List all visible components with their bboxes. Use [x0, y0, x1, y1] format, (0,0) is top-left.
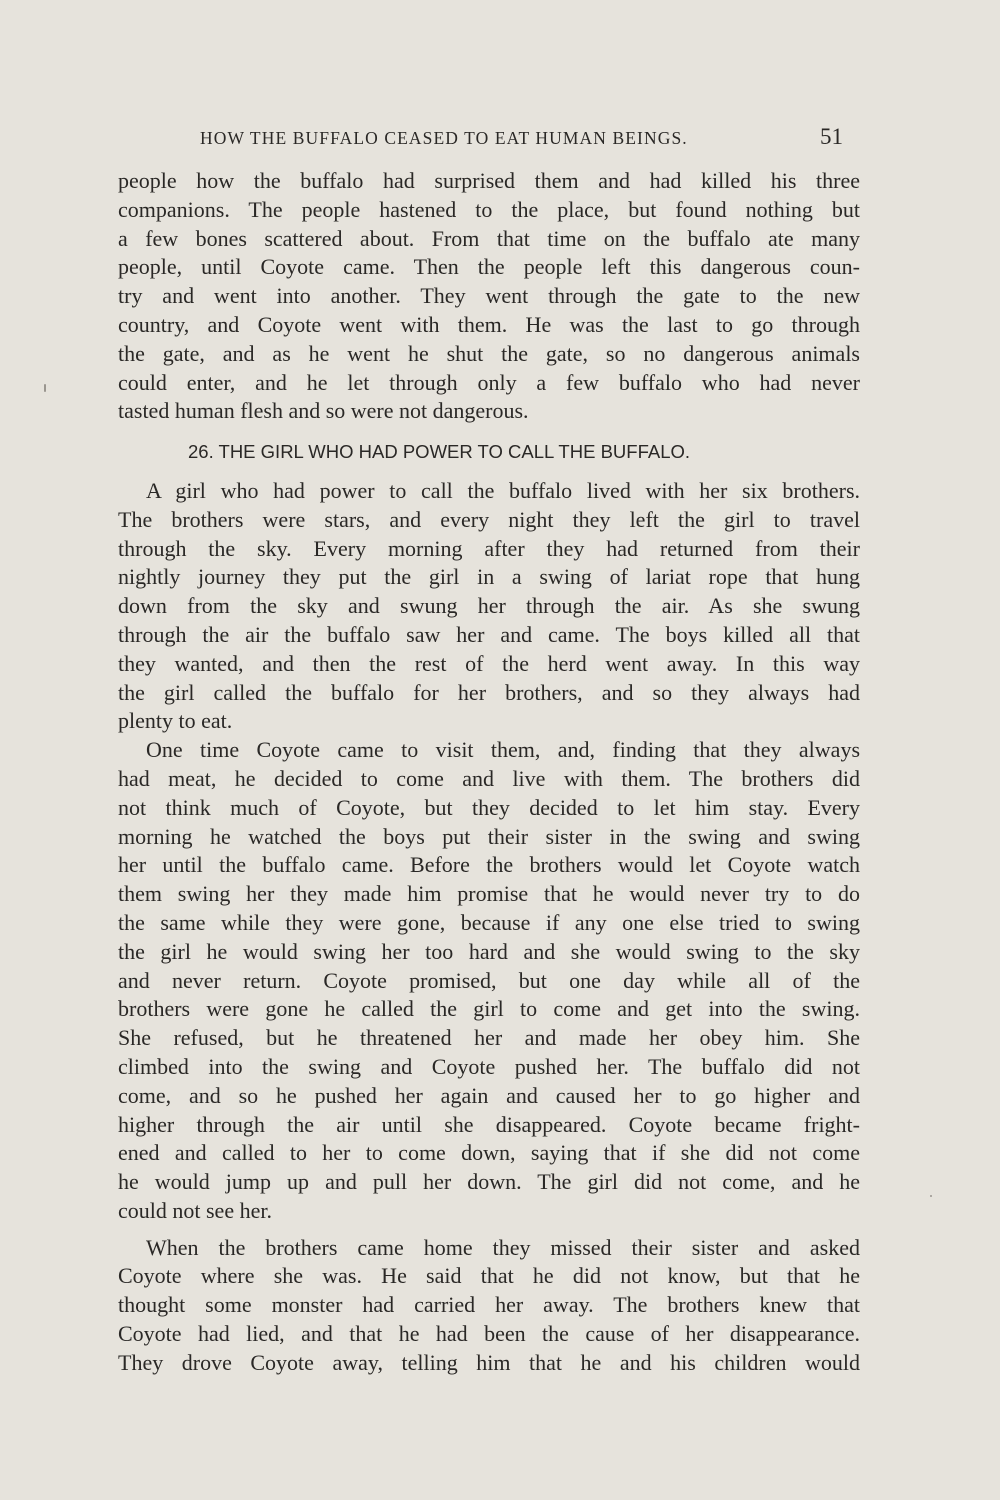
text-line: had meat, he decided to come and live with them. The brothers did: [118, 765, 860, 791]
paper-speck: [930, 1195, 932, 1197]
text-line: Coyote where she was. He said that he did not know, but that he: [118, 1263, 860, 1289]
paragraph-4: [118, 1234, 860, 1378]
text-line: could enter, and he let through only a few buffalo who had never: [118, 369, 860, 395]
text-line: come, and so he pushed her again and caused her to go higher and: [118, 1082, 860, 1108]
text-line: them swing her they made him promise that he would never try to do: [118, 881, 860, 907]
text-line: companions. The people hastened to the place, but found nothing but: [118, 196, 860, 222]
text-line: ened and called to her to come down, saying that if she did not come: [118, 1140, 860, 1166]
page-number: 51: [820, 124, 843, 149]
text-line: morning he watched the boys put their sister in the swing and swing: [118, 823, 860, 849]
text-line: She refused, but he threatened her and made her obey him. She: [118, 1025, 860, 1051]
text-line: and never return. Coyote promised, but one day while all of the: [118, 967, 860, 993]
text-line: the gate, and as he went he shut the gate, so no dangerous animals: [118, 340, 860, 366]
text-line: country, and Coyote went with them. He was the last to go through: [118, 311, 860, 337]
running-head: HOW THE BUFFALO CEASED TO EAT HUMAN BEINGS.: [200, 128, 688, 148]
text-line: a few bones scattered about. From that time on the buffalo ate many: [118, 225, 860, 251]
text-line: nightly journey they put the girl in a swing of lariat rope that hung: [118, 564, 860, 590]
section-heading: 26. THE GIRL WHO HAD POWER TO CALL THE BUFFALO.: [188, 441, 691, 463]
text-line: not think much of Coyote, but they decided to let him stay. Every: [118, 794, 860, 820]
text-line: through the air the buffalo saw her and came. The boys killed all that: [118, 621, 860, 647]
body-text: [118, 167, 860, 1378]
text-line: he would jump up and pull her down. The girl did not come, and he: [118, 1169, 860, 1195]
text-line: brothers were gone he called the girl to come and get into the swing.: [118, 996, 860, 1022]
text-line: they wanted, and then the rest of the herd went away. In this way: [118, 650, 860, 676]
text-line: When the brothers came home they missed their sister and asked: [146, 1234, 860, 1260]
text-line: the girl called the buffalo for her brothers, and so they always had: [118, 679, 860, 705]
text-line: down from the sky and swung her through the air. As she swung: [118, 593, 860, 619]
text-line: higher through the air until she disappeared. Coyote became fright-: [118, 1111, 860, 1137]
text-line: the girl he would swing her too hard and she would swing to the sky: [118, 938, 860, 964]
text-line: They drove Coyote away, telling him that he and his children would: [118, 1349, 860, 1375]
text-line: climbed into the swing and Coyote pushed her. The buffalo did not: [118, 1053, 860, 1079]
text-line: her until the buffalo came. Before the brothers would let Coyote watch: [118, 852, 860, 878]
text-line: A girl who had power to call the buffalo lived with her six brothers.: [146, 477, 860, 503]
paragraph-1: [118, 167, 860, 426]
text-line: The brothers were stars, and every night they left the girl to travel: [118, 506, 860, 532]
paragraph-3: [118, 736, 860, 1226]
text-line: through the sky. Every morning after they had returned from their: [118, 535, 860, 561]
paragraph-2: [118, 477, 860, 736]
text-line: tasted human flesh and so were not dangerous.: [118, 398, 529, 424]
text-line: could not see her.: [118, 1197, 272, 1223]
paper-speck: [44, 384, 46, 392]
text-line: One time Coyote came to visit them, and, finding that they always: [146, 737, 860, 763]
text-line: try and went into another. They went through the gate to the new: [118, 283, 860, 309]
text-line: thought some monster had carried her away. The brothers knew that: [118, 1292, 860, 1318]
text-line: Coyote had lied, and that he had been the cause of her disappearance.: [118, 1321, 860, 1347]
text-line: the same while they were gone, because if any one else tried to swing: [118, 909, 860, 935]
text-line: people, until Coyote came. Then the people left this dangerous coun-: [118, 254, 860, 280]
text-line: people how the buffalo had surprised them and had killed his three: [118, 168, 860, 193]
text-line: plenty to eat.: [118, 708, 233, 734]
